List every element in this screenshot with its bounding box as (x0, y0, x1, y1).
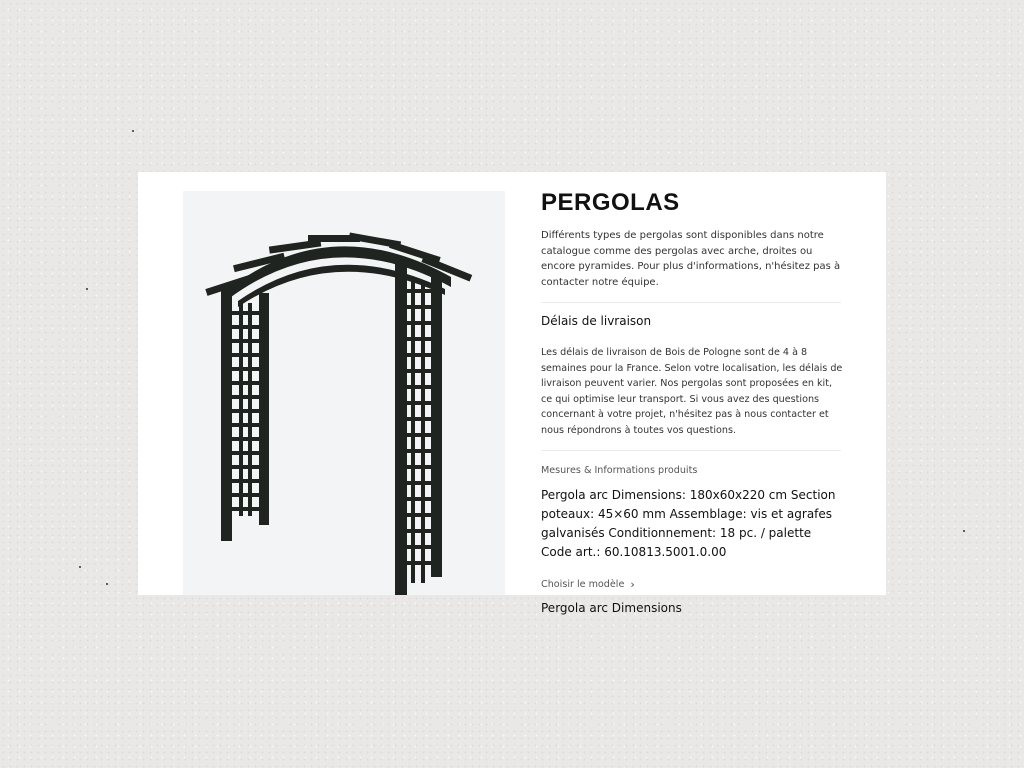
paper-speck (963, 530, 965, 532)
delivery-text: Les délais de livraison de Bois de Pologne sont de 4 à 8 semaines pour la France. Selon votre localisation, les délais de livraison peuvent varier. Nos pergolas sont proposées en kit, ce qui optimise leur transport. Si vous avez des questions concernant à votre projet, n'hésitez pas à nous contacter et nous répondrons à toutes vos questions. (541, 347, 843, 436)
product-info (541, 188, 841, 616)
paper-speck (106, 583, 108, 585)
delivery-heading: Délais de livraison (541, 314, 652, 328)
specs-label: Mesures & Informations produits (541, 465, 698, 476)
choose-model-button[interactable] (541, 578, 635, 591)
selected-model[interactable]: Pergola arc Dimensions (541, 601, 682, 615)
choose-model-label: Choisir le modèle (541, 579, 625, 590)
specs-text: Pergola arc Dimensions: 180x60x220 cm Section poteaux: 45×60 mm Assemblage: vis et agrafes galvanisés Conditionnement: 18 pc. / palette Code art.: 60.10813.5001.0.00 (541, 488, 836, 559)
divider (541, 302, 841, 303)
paper-speck (79, 566, 81, 568)
paper-speck (86, 288, 88, 290)
product-image (183, 191, 505, 595)
pergola-arch-illustration (183, 191, 505, 595)
product-card (138, 172, 886, 615)
chevron-right-icon: › (630, 578, 635, 591)
product-intro: Différents types de pergolas sont disponibles dans notre catalogue comme des pergolas avec arche, droites ou encore pyramides. Pour plus d'informations, n'hésitez pas à contacter notre équipe. (541, 230, 841, 288)
divider (541, 450, 841, 451)
page-title: PERGOLAS (541, 189, 680, 216)
paper-speck (132, 130, 134, 132)
